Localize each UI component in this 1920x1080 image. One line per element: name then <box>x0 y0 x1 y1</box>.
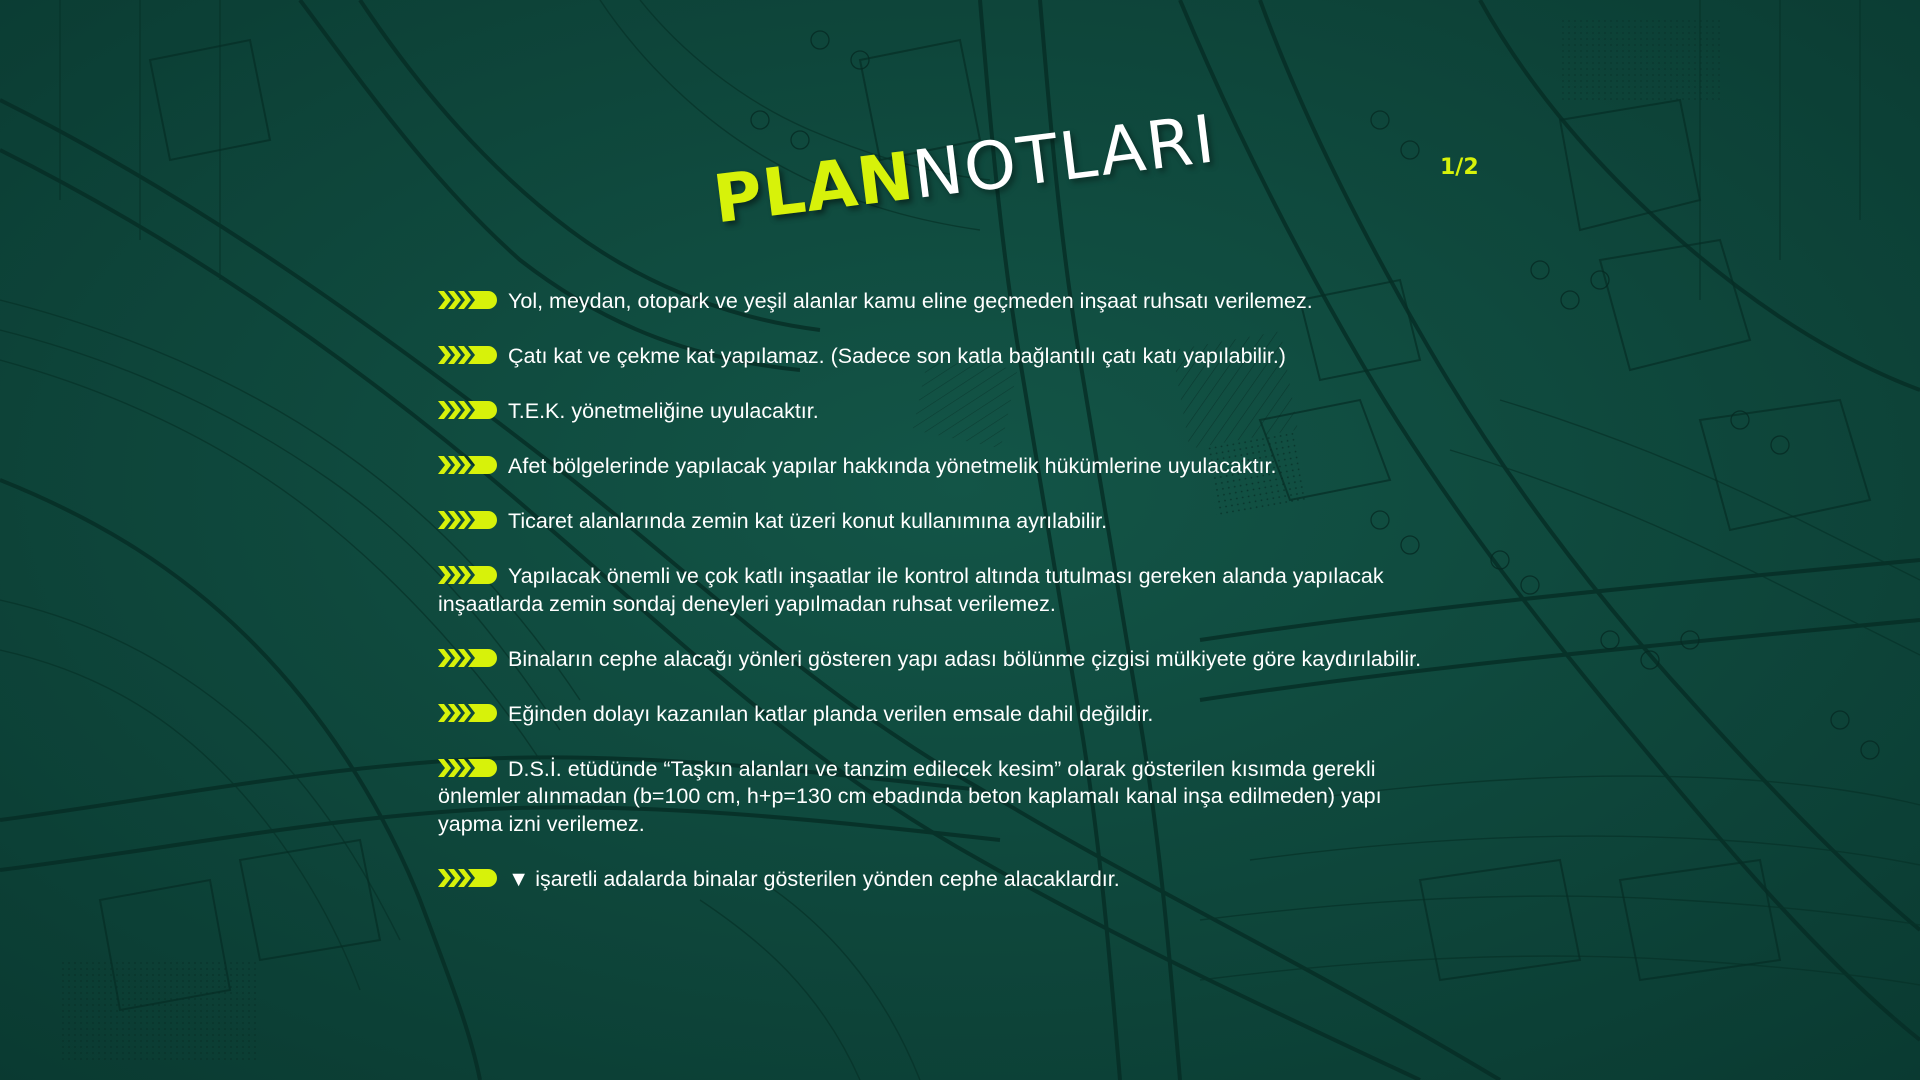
triple-chevron-arrow-icon <box>438 757 498 779</box>
page-title <box>709 101 1220 281</box>
plan-notes-list <box>438 288 1448 921</box>
list-item <box>438 508 1448 536</box>
note-text: T.E.K. yönetmeliğine uyulacaktır. <box>508 399 819 423</box>
triple-chevron-arrow-icon <box>438 702 498 724</box>
note-text: Ticaret alanlarında zemin kat üzeri konut kullanımına ayrılabilir. <box>508 509 1108 533</box>
list-item <box>438 453 1448 481</box>
triple-chevron-arrow-icon <box>438 647 498 669</box>
list-item <box>438 288 1448 316</box>
triple-chevron-arrow-icon <box>438 344 498 366</box>
list-item <box>438 701 1448 729</box>
list-item <box>438 563 1448 618</box>
title-strong: PLAN <box>709 137 919 239</box>
list-item <box>438 398 1448 426</box>
note-text: Eğinden dolayı kazanılan katlar planda verilen emsale dahil değildir. <box>508 701 1154 726</box>
note-text: Yapılacak önemli ve çok katlı inşaatlar ile kontrol altında tutulması gereken alanda yapılacak inşaatlarda zemin sondaj deneyleri yapılmadan ruhsat verilemez. <box>438 564 1384 616</box>
triple-chevron-arrow-icon <box>438 509 498 531</box>
note-text: Yol, meydan, otopark ve yeşil alanlar kamu eline geçmeden inşaat ruhsatı verilemez. <box>508 289 1313 313</box>
list-item <box>438 343 1448 371</box>
title-light: NOTLARI <box>908 100 1221 215</box>
note-text: D.S.İ. etüdünde “Taşkın alanları ve tanzim edilecek kesim” olarak gösterilen kısımda gerekli önlemler alınmadan (b=100 cm, h+p=130 cm ebadında beton kaplamalı kanal inşa edilmeden) yapı yapma izni verilemez. <box>438 756 1382 836</box>
triple-chevron-arrow-icon <box>438 454 498 476</box>
list-item <box>438 646 1448 674</box>
list-item <box>438 866 1448 894</box>
triple-chevron-arrow-icon <box>438 867 498 889</box>
triple-chevron-arrow-icon <box>438 399 498 421</box>
note-text: Afet bölgelerinde yapılacak yapılar hakkında yönetmelik hükümlerine uyulacaktır. <box>508 454 1277 478</box>
note-text: Binaların cephe alacağı yönleri gösteren yapı adası bölünme çizgisi mülkiyete göre kaydırılabilir. <box>508 646 1422 671</box>
triple-chevron-arrow-icon <box>438 564 498 586</box>
list-item <box>438 756 1448 839</box>
note-text: ▼ işaretli adalarda binalar gösterilen yönden cephe alacaklardır. <box>508 866 1120 891</box>
triple-chevron-arrow-icon <box>438 289 498 311</box>
page-indicator: 1/2 <box>1440 155 1479 180</box>
note-text: Çatı kat ve çekme kat yapılamaz. (Sadece son katla bağlantılı çatı katı yapılabilir.) <box>508 344 1286 368</box>
